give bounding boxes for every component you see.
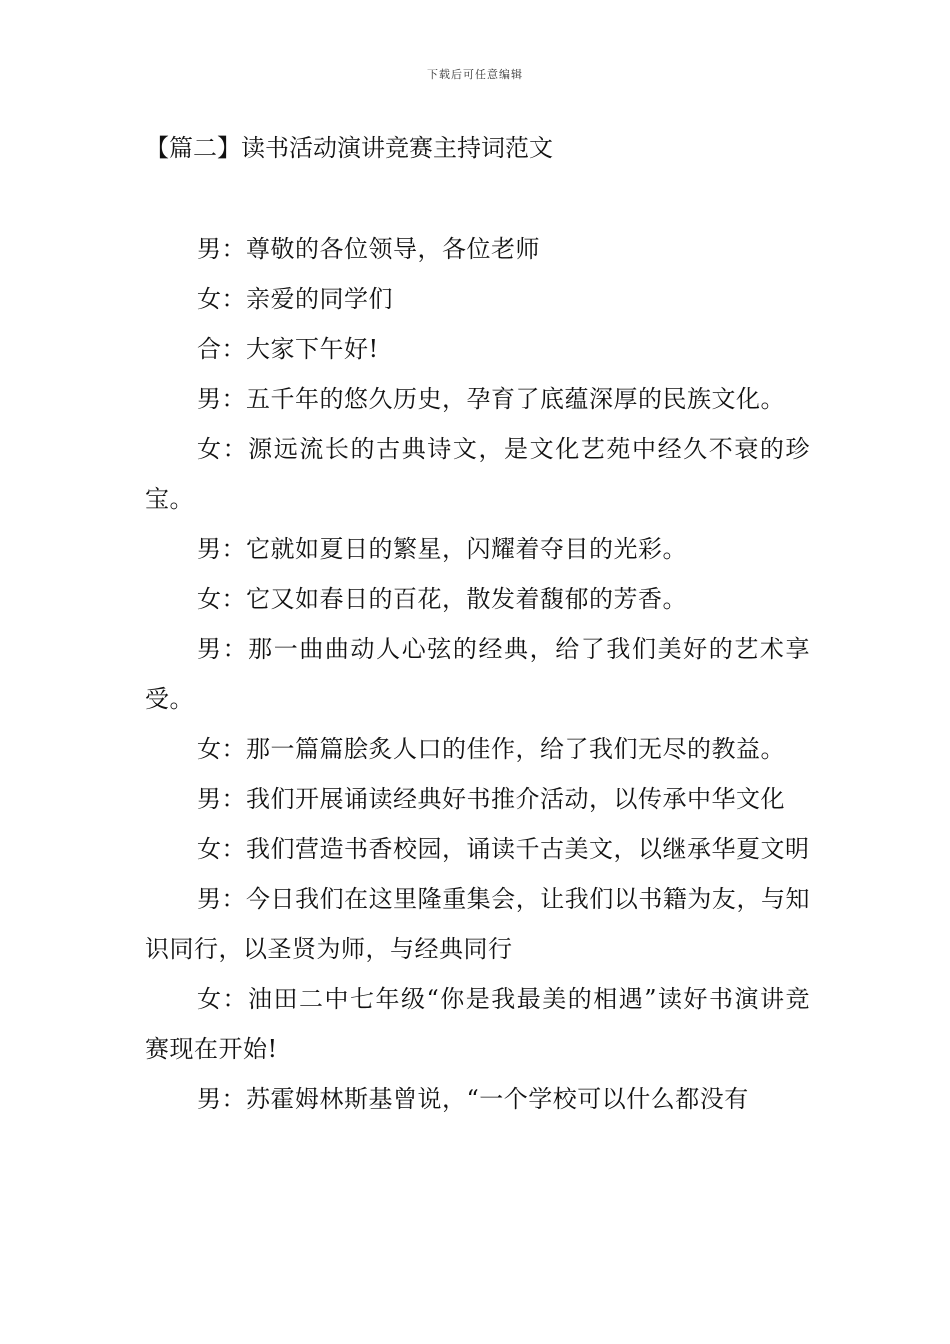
paragraph: 男：今日我们在这里隆重集会，让我们以书籍为友，与知识同行，以圣贤为师，与经典同行 — [145, 885, 810, 963]
paragraph: 男：那一曲曲动人心弦的经典，给了我们美好的艺术享受。 — [145, 635, 810, 713]
paragraph: 男：尊敬的各位领导，各位老师 — [197, 235, 540, 263]
paragraph: 女：源远流长的古典诗文，是文化艺苑中经久不衰的珍宝。 — [145, 435, 810, 513]
paragraph: 男：我们开展诵读经典好书推介活动，以传承中华文化 — [197, 785, 785, 813]
paragraph: 男：它就如夏日的繁星，闪耀着夺目的光彩。 — [197, 535, 687, 563]
header-note: 下载后可任意编辑 — [427, 68, 523, 81]
paragraph: 女：亲爱的同学们 — [197, 285, 393, 313]
paragraph: 男：五千年的悠久历史，孕育了底蕴深厚的民族文化。 — [197, 385, 785, 413]
paragraph: 女：它又如春日的百花，散发着馥郁的芳香。 — [197, 585, 687, 613]
paragraph: 男：苏霍姆林斯基曾说，“一个学校可以什么都没有 — [197, 1085, 749, 1113]
paragraph: 女：那一篇篇脍炙人口的佳作，给了我们无尽的教益。 — [197, 735, 785, 763]
document-title: 【篇二】读书活动演讲竞赛主持词范文 — [145, 134, 553, 162]
paragraph: 女：油田二中七年级“你是我最美的相遇”读好书演讲竞赛现在开始! — [145, 985, 810, 1063]
document-body — [145, 224, 810, 1124]
paragraph: 女：我们营造书香校园，诵读千古美文，以继承华夏文明 — [197, 835, 810, 863]
paragraph: 合：大家下午好! — [197, 335, 379, 363]
